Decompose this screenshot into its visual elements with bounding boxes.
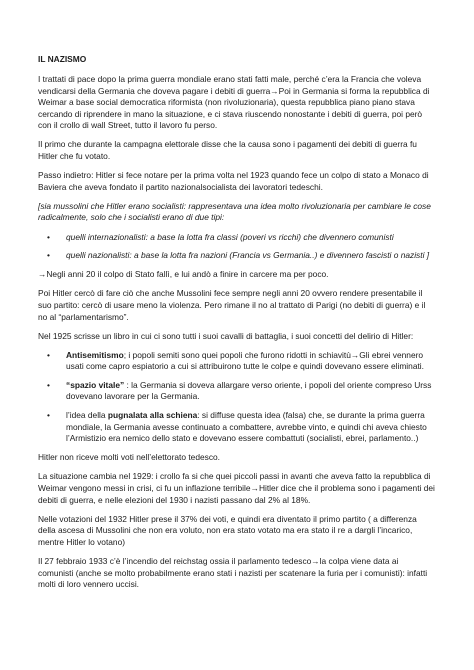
- paragraph-2: Il primo che durante la campagna elettorale disse che la causa sono i pagamenti dei debiti di guerra fu Hitler che fu votato.: [38, 139, 417, 162]
- list-item: [38, 350, 436, 373]
- paragraph-1: I trattati di pace dopo la prima guerra mondiale erano stati fatti male, perché c’era la Francia che voleva vendicarsi della Germania che doveva pagare i debiti di guerra→Poi in Germania si forma la repubblica di Weimar a base social democratica riformista (non rivoluzionaria), questa repubblica piano piano stava cercando di riprendere in mano la situazione, e ci stava riuscendo nonostante i debiti di guerra, poi però con il crollo di wall Street, tutto il lavoro fu perso.: [38, 74, 430, 131]
- paragraph-5: →Negli anni 20 il colpo di Stato fallì, e lui andò a finire in carcere ma per poco.: [38, 269, 329, 280]
- bullet-icon: •: [47, 379, 50, 390]
- concept-term: Antisemitismo: [66, 349, 124, 360]
- bullet-icon: •: [47, 410, 50, 421]
- list-item: [38, 250, 436, 262]
- paragraph-7: Nel 1925 scrisse un libro in cui ci sono tutti i suoi cavalli di battaglia, i suoi concetti del delirio di Hitler:: [38, 330, 414, 341]
- socialist-types-list: [38, 232, 436, 262]
- concept-description: ; i popoli semiti sono quei popoli che furono ridotti in schiavitù→Gli ebrei vennero usati come capro espiatorio a cui si attribuirono tutte le colpe e quindi dovevano essere eliminati.: [66, 349, 424, 372]
- list-item-text: quelli nazionalisti: a base la lotta fra nazioni (Francia vs Germania..) e divennero fascisti o nazisti ]: [66, 250, 430, 261]
- paragraph-10: Nelle votazioni del 1932 Hitler prese il 37% dei voti, e quindi era diventato il primo partito ( a differenza della ascesa di Mussolini che non era voluto, non era stato votato ma era stato il re a dargli l’incarico, mentre Hitler lo votano): [38, 513, 417, 547]
- concept-description: : si diffuse questa idea (falsa) che, se durante la prima guerra mondiale, la Germania avesse continuato a combattere, avrebbe vinto, e quindi chi aveva chiesto l’Armistizio era nemico dello stato e dovevano essere combattuti (socialisti, ebrei, parlamento..): [66, 410, 427, 444]
- bullet-icon: •: [47, 231, 50, 242]
- paragraph-9: La situazione cambia nel 1929: i crollo fa si che quei piccoli passi in avanti che aveva fatto la repubblica di Weimar vengono messi in crisi, ci fu un inflazione terribile→Hitler dice che il problema sono i pagamenti dei debiti di guerra, e nelle elezioni del 1930 i nazisti passano dal 2% al 18%.: [38, 471, 435, 505]
- paragraph-3: Passo indietro: Hitler si fece notare per la prima volta nel 1923 quando fece un colpo di stato a Monaco di Baviera che aveva fondato il partito nazionalsocialista dei lavoratori tedeschi.: [38, 170, 429, 192]
- paragraph-8: Hitler non riceve molti voti nell’elettorato tedesco.: [38, 452, 221, 463]
- paragraph-6: Poi Hitler cercò di fare ciò che anche Mussolini fece sempre negli anni 20 ovvero rendere presentabile il suo partito: cercò di usare meno la violenza. Pero rimane il no al trattato di Parigi (no debiti di guerra) e il no al “parlamentarismo”.: [38, 288, 426, 322]
- paragraph-4: [sia mussolini che Hitler erano socialisti: rappresentava una idea molto rivoluzionaria per cambiare le cose radicalmente, solo che i socialisti erano di due tipi:: [38, 200, 431, 223]
- list-item: [38, 232, 436, 244]
- bullet-icon: •: [47, 250, 50, 261]
- document-title: IL NAZISMO: [38, 54, 87, 64]
- list-item: [38, 410, 436, 445]
- bullet-icon: •: [47, 349, 50, 360]
- paragraph-11: Il 27 febbraio 1933 c’è l’incendio del reichstag ossia il parlamento tedesco→la colpa viene data ai comunisti (anche se molto probabilmente erano stati i nazisti per scatenare la furia per i comunisti): infatti molti di loro vennero uccisi.: [38, 556, 428, 590]
- concept-term: pugnalata alla schiena: [107, 410, 198, 421]
- concept-term: “spazio vitale”: [66, 379, 125, 390]
- list-item: [38, 380, 436, 403]
- list-item-text: quelli internazionalisti: a base la lotta fra classi (poveri vs ricchi) che divennero comunisti: [66, 231, 394, 242]
- hitler-concepts-list: [38, 350, 436, 445]
- concept-description: : la Germania si doveva allargare verso oriente, i popoli del oriente compreso Urss dovevano lavorare per la Germania.: [66, 379, 432, 402]
- concept-prefix: l’idea della: [66, 410, 108, 421]
